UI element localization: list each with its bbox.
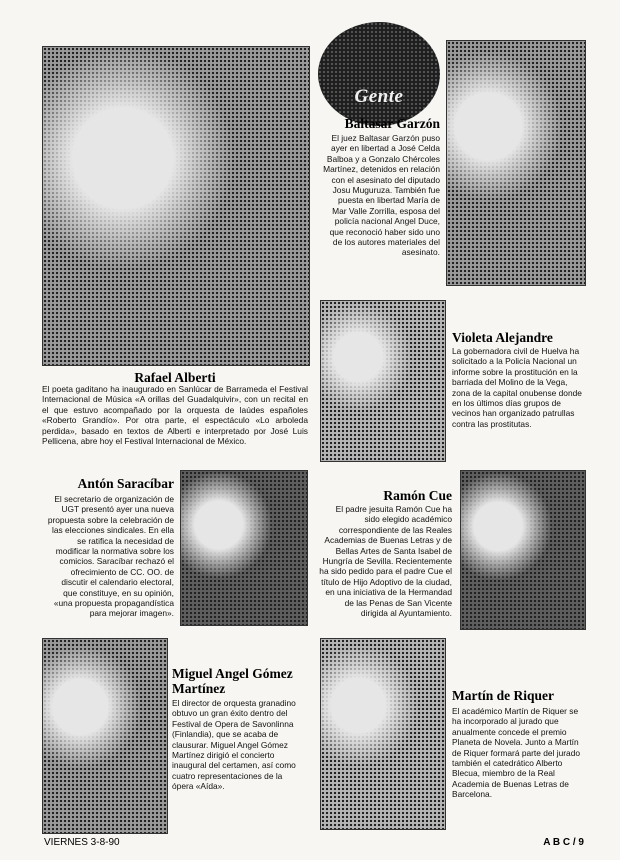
photo-martin-de-riquer bbox=[320, 638, 446, 830]
photo-violeta-alejandre bbox=[320, 300, 446, 462]
text-ramon-cue: El padre jesuita Ramón Cue ha sido elegido académico correspondiente de las Reales Academias de Buenas Letras y de Bellas Artes de Santa Isabel de Hungría de Sevilla. Recientemente ha sido pedido para el padre Cue el título de Hijo Adoptivo de la ciudad, en una iniciativa de la Hermandad de las Penas de San Vicente dirigida al Ayuntamiento. bbox=[319, 504, 452, 619]
footer-page-number: A B C / 9 bbox=[543, 837, 584, 848]
name-violeta-alejandre: Violeta Alejandre bbox=[452, 330, 553, 345]
name-miguel-angel-gomez-martinez: Miguel Angel Gómez Martínez bbox=[172, 666, 293, 696]
section-emblem-label: Gente bbox=[354, 86, 404, 107]
text-violeta-alejandre: La gobernadora civil de Huelva ha solicitado a la Policía Nacional un informe sobre la prostitución en la barriada del Molino de la Vega, zona de la capital onubense donde en los últimos días grupos de vecinos han organizado patrullas contra las prostitutas. bbox=[452, 346, 582, 429]
text-baltasar-garzon: El juez Baltasar Garzón puso ayer en libertad a José Celda Balboa y a Gonzalo Chércoles Martínez, detenidos en relación con el asesinato del diputado Josu Muguruza. También fue puesta en libertad María de Mar Valle Zorrilla, esposa del policía nacional Angel Duce, que reconoció haber sido uno de los autores materiales del asesinato. bbox=[323, 133, 440, 258]
photo-anton-saracibar bbox=[180, 470, 308, 626]
photo-rafael-alberti bbox=[42, 46, 310, 366]
photo-ramon-cue bbox=[460, 470, 586, 630]
footer-date: VIERNES 3-8-90 bbox=[44, 837, 120, 848]
name-anton-saracibar: Antón Saracíbar bbox=[77, 476, 174, 491]
text-rafael-alberti: El poeta gaditano ha inaugurado en Sanlúcar de Barrameda el Festival Internacional de Música «A orillas del Guadalquivir», con un recital en el que estuvo acompañado por la orquesta de laúdes españoles «Roberto Grandío». Por otra parte, el espectáculo «Lo arboleda perdida», basado en textos de Alberti e interpretado por José Luis Pellicena, abre hoy el Festival Internacional de México. bbox=[42, 384, 308, 447]
text-martin-de-riquer: El académico Martín de Riquer se ha incorporado al jurado que anualmente concede el premio Planeta de Novela. Junto a Martín de Riquer formará parte del jurado también el catedrático Alberto Blecua, miembro de la Real Academia de Buenas Letras de Barcelona. bbox=[452, 706, 581, 800]
section-emblem bbox=[318, 22, 440, 126]
name-rafael-alberti: Rafael Alberti bbox=[134, 370, 216, 385]
photo-miguel-angel-gomez-martinez bbox=[42, 638, 168, 834]
photo-baltasar-garzon bbox=[446, 40, 586, 286]
text-miguel-angel-gomez-martinez: El director de orquesta granadino obtuvo un gran éxito dentro del Festival de Opera de Savonlinna (Finlandia), que se acaba de clausurar. Miguel Angel Gómez Martínez dirigió el concierto inaugural del certamen, así como cuatro representaciones de la ópera «Aída». bbox=[172, 698, 296, 792]
name-ramon-cue: Ramón Cue bbox=[383, 488, 452, 503]
text-anton-saracibar: El secretario de organización de UGT presentó ayer una nueva propuesta sobre la celebración de las elecciones sindicales. En ella se ratifica la necesidad de modificar la normativa sobre los comicios. Saracíbar rechazó el ofrecimiento de CC. OO. de discutir el calendario electoral, que constituye, en su opinión, «una propuesta propagandística para mejorar imagen». bbox=[47, 494, 174, 619]
name-martin-de-riquer: Martín de Riquer bbox=[452, 688, 554, 703]
name-baltasar-garzon: Baltasar Garzón bbox=[344, 116, 440, 131]
